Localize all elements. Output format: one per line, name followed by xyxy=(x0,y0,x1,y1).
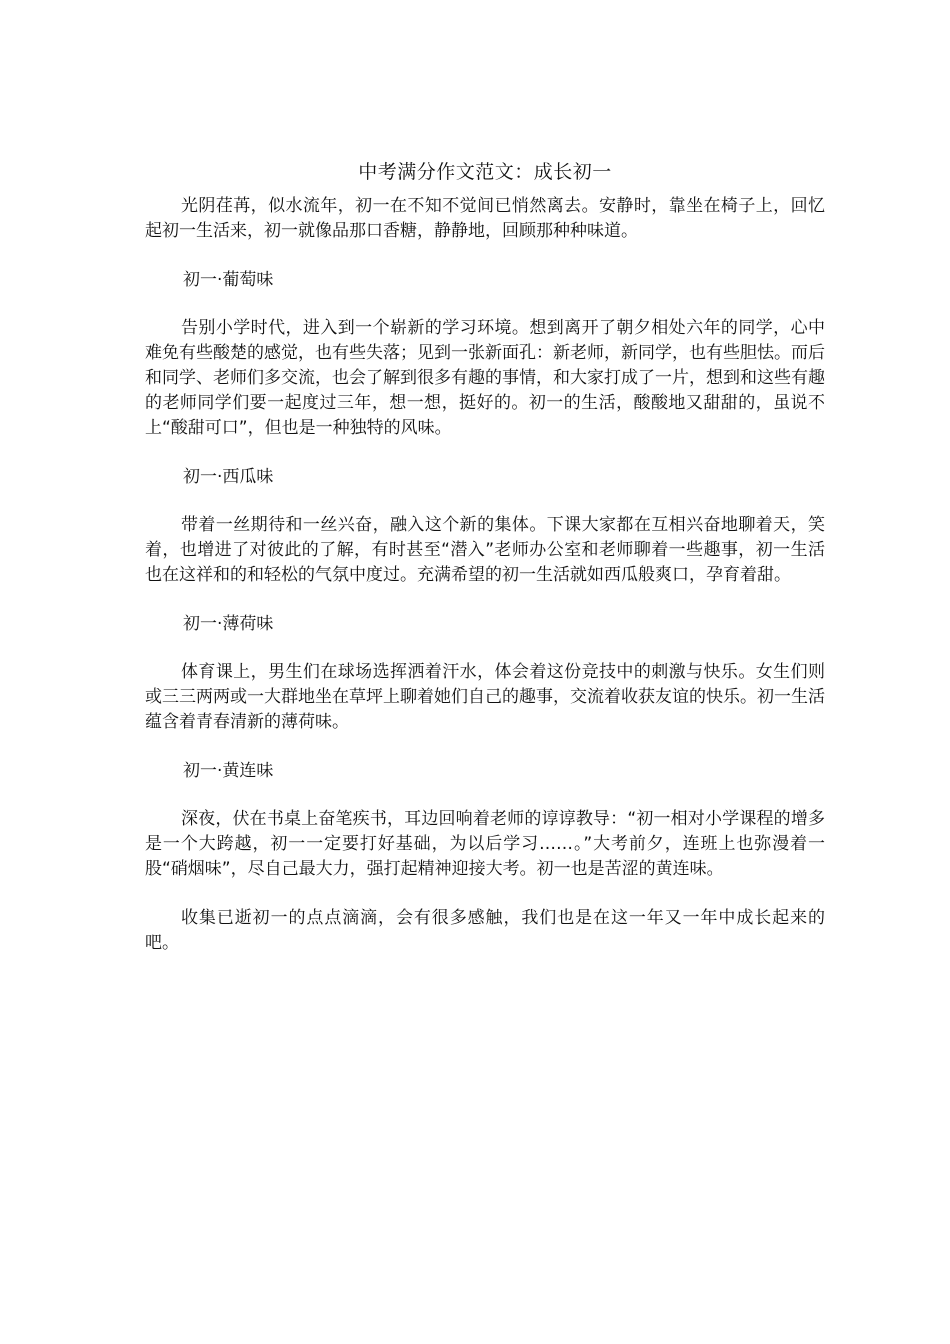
section-heading-mint: 初一·薄荷味 xyxy=(183,614,274,634)
conclusion-paragraph: 收集已逝初一的点点滴滴，会有很多感触，我们也是在这一年又一年中成长起来的吧。 xyxy=(145,908,825,953)
section-body-mint: 体育课上，男生们在球场选挥洒着汗水，体会着这份竞技中的刺激与快乐。女生们则或三三两两或一大群地坐在草坪上聊着她们自己的趣事，交流着收获友谊的快乐。初一生活蕴含着青春清新的薄荷味。 xyxy=(145,662,825,732)
section-body-grape: 告别小学时代，进入到一个崭新的学习环境。想到离开了朝夕相处六年的同学，心中难免有些酸楚的感觉，也有些失落；见到一张新面孔：新老师，新同学，也有些胆怯。而后和同学、老师们多交流，也会了解到很多有趣的事情，和大家打成了一片，想到和这些有趣的老师同学们要一起度过三年，想一想，挺好的。初一的生活，酸酸地又甜甜的，虽说不上“酸甜可口”，但也是一种独特的风味。 xyxy=(145,318,825,438)
document-title: 中考满分作文范文：成长初一 xyxy=(358,161,612,183)
section-body-watermelon: 带着一丝期待和一丝兴奋，融入这个新的集体。下课大家都在互相兴奋地聊着天，笑着，也增进了对彼此的了解，有时甚至“潜入”老师办公室和老师聊着一些趣事，初一生活也在这祥和的和轻松的气氛中度过。充满希望的初一生活就如西瓜般爽口，孕育着甜。 xyxy=(145,515,825,585)
section-heading-grape: 初一·葡萄味 xyxy=(183,270,274,290)
section-heading-watermelon: 初一·西瓜味 xyxy=(183,467,274,487)
section-body-coptis: 深夜，伏在书桌上奋笔疾书，耳边回响着老师的谆谆教导：“初一相对小学课程的增多是一个大跨越，初一一定要打好基础，为以后学习……。”大考前夕，连班上也弥漫着一股“硝烟味”，尽自己最大力，强打起精神迎接大考。初一也是苦涩的黄连味。 xyxy=(145,809,825,879)
section-heading-coptis: 初一·黄连味 xyxy=(183,761,274,781)
document-page xyxy=(145,158,825,956)
intro-paragraph: 光阴荏苒，似水流年，初一在不知不觉间已悄然离去。安静时，靠坐在椅子上，回忆起初一生活来，初一就像品那口香糖，静静地，回顾那种种味道。 xyxy=(145,196,825,241)
